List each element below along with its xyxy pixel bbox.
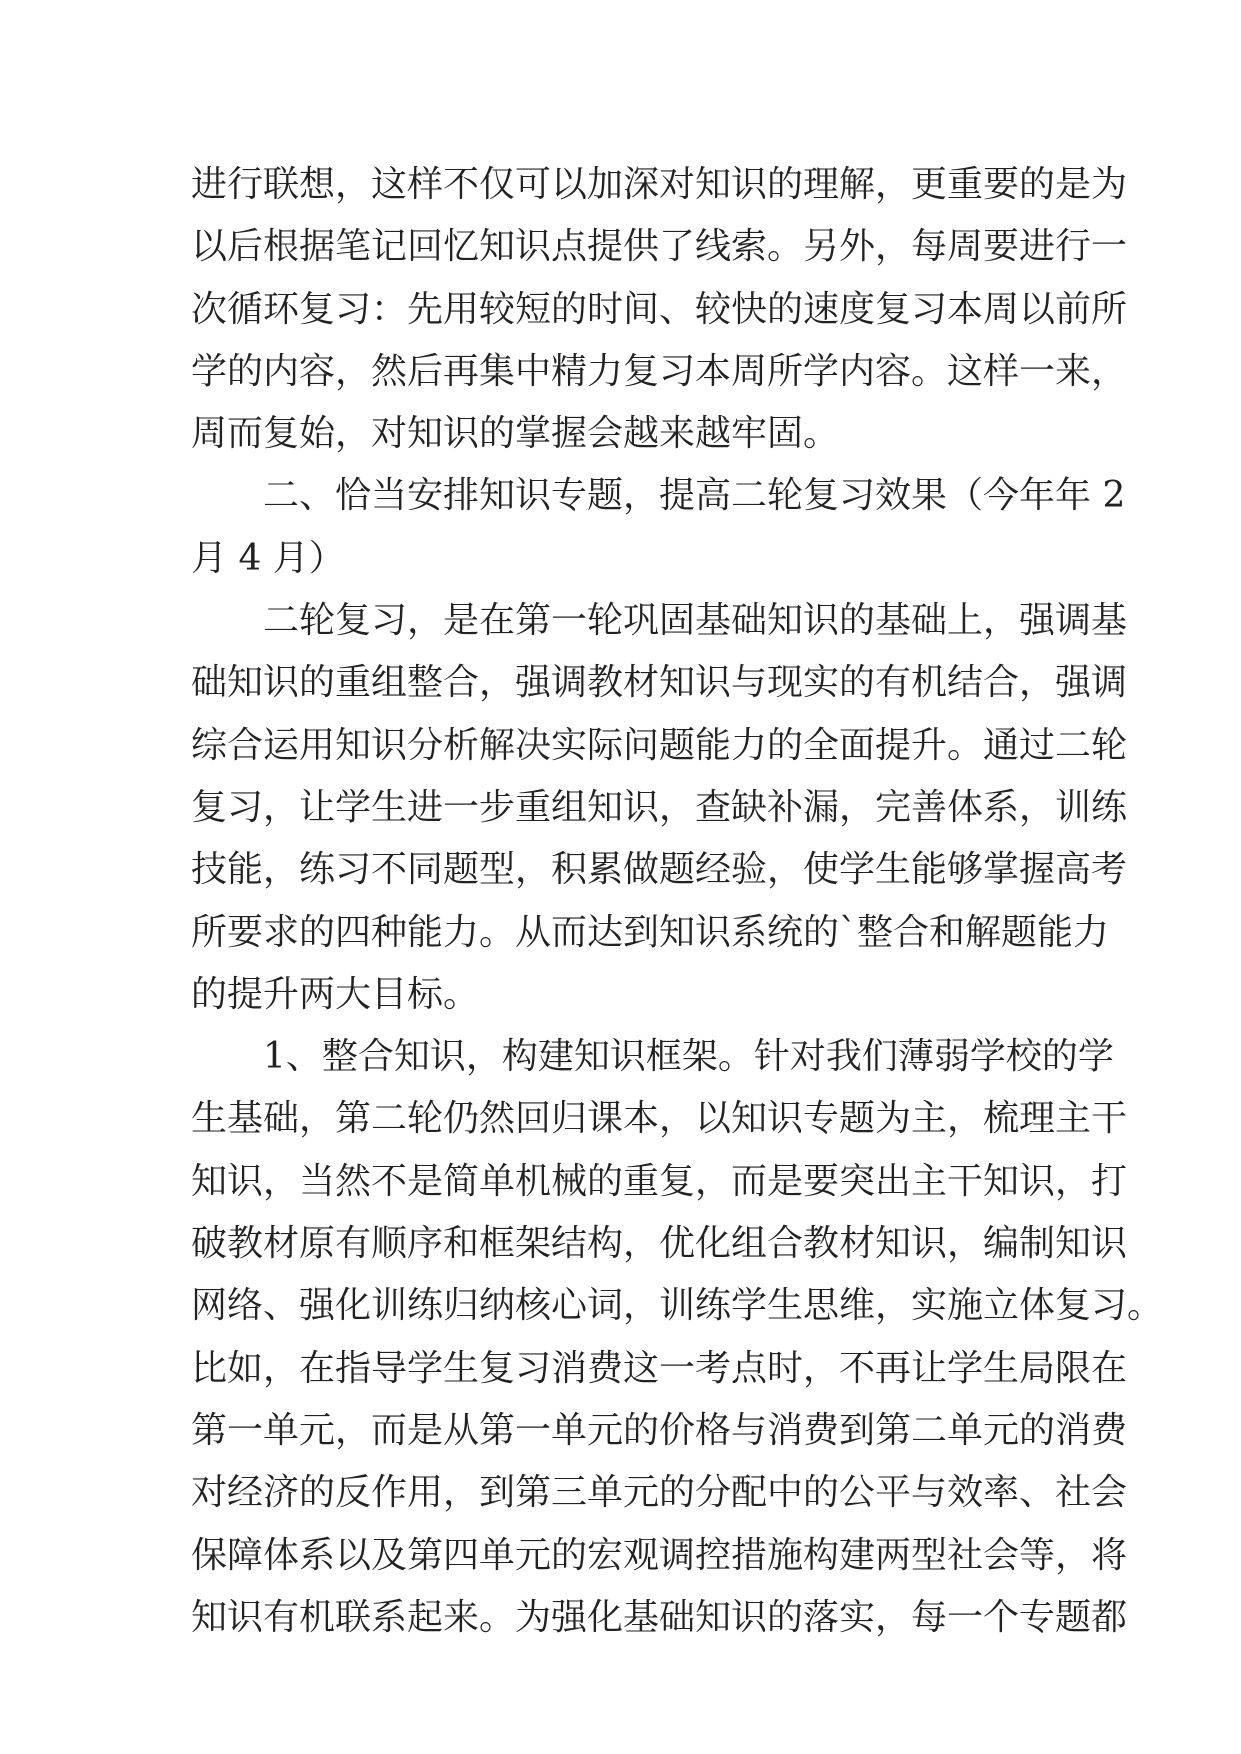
- heading-line: 月 4 月）: [191, 537, 345, 579]
- paragraph-2: [191, 590, 1128, 1026]
- document-body: [191, 154, 1164, 1649]
- section-heading: [191, 465, 1126, 590]
- text-line: 础知识的重组整合，强调教材知识与现实的有机结合，强调: [191, 662, 1128, 704]
- text-line: 比如，在指导学生复习消费这一考点时，不再让学生局限在: [191, 1347, 1128, 1389]
- text-line: 以后根据笔记回忆知识点提供了线索。另外，每周要进行一: [191, 226, 1128, 268]
- text-line: 保障体系以及第四单元的宏观调控措施构建两型社会等，将: [191, 1534, 1128, 1576]
- paragraph-1: [191, 154, 1128, 465]
- text-line: 破教材原有顺序和框架结构，优化组合教材知识，编制知识: [191, 1223, 1128, 1265]
- text-line: 复习，让学生进一步重组知识，查缺补漏，完善体系，训练: [191, 786, 1128, 828]
- text-line: 1、整合知识，构建知识框架。针对我们薄弱学校的学: [263, 1036, 1114, 1078]
- text-line: 周而复始，对知识的掌握会越来越牢固。: [191, 413, 840, 455]
- text-line: 所要求的四种能力。从而达到知识系统的`整合和解题能力: [191, 911, 1110, 953]
- paragraph-3: [191, 1026, 1164, 1649]
- text-line: 对经济的反作用，到第三单元的分配中的公平与效率、社会: [191, 1472, 1128, 1514]
- text-line: 进行联想，这样不仅可以加深对知识的理解，更重要的是为: [191, 164, 1128, 205]
- text-line: 知识，当然不是简单机械的重复，而是要突出主干知识，打: [191, 1160, 1128, 1202]
- text-line: 生基础，第二轮仍然回归课本，以知识专题为主，梳理主干: [191, 1098, 1128, 1140]
- text-line: 学的内容，然后再集中精力复习本周所学内容。这样一来，: [191, 350, 1128, 392]
- text-line: 网络、强化训练归纳核心词，训练学生思维，实施立体复习。: [191, 1285, 1164, 1327]
- text-line: 第一单元，而是从第一单元的价格与消费到第二单元的消费: [191, 1409, 1128, 1451]
- text-line: 的提升两大目标。: [191, 973, 480, 1015]
- text-line: 知识有机联系起来。为强化基础知识的落实，每一个专题都: [191, 1596, 1128, 1638]
- heading-line: 二、恰当安排知识专题，提高二轮复习效果（今年年 2: [263, 475, 1126, 517]
- text-line: 二轮复习，是在第一轮巩固基础知识的基础上，强调基: [263, 600, 1128, 642]
- text-line: 技能，练习不同题型，积累做题经验，使学生能够掌握高考: [191, 849, 1128, 891]
- text-line: 综合运用知识分析解决实际问题能力的全面提升。通过二轮: [191, 724, 1128, 766]
- text-line: 次循环复习：先用较短的时间、较快的速度复习本周以前所: [191, 288, 1128, 330]
